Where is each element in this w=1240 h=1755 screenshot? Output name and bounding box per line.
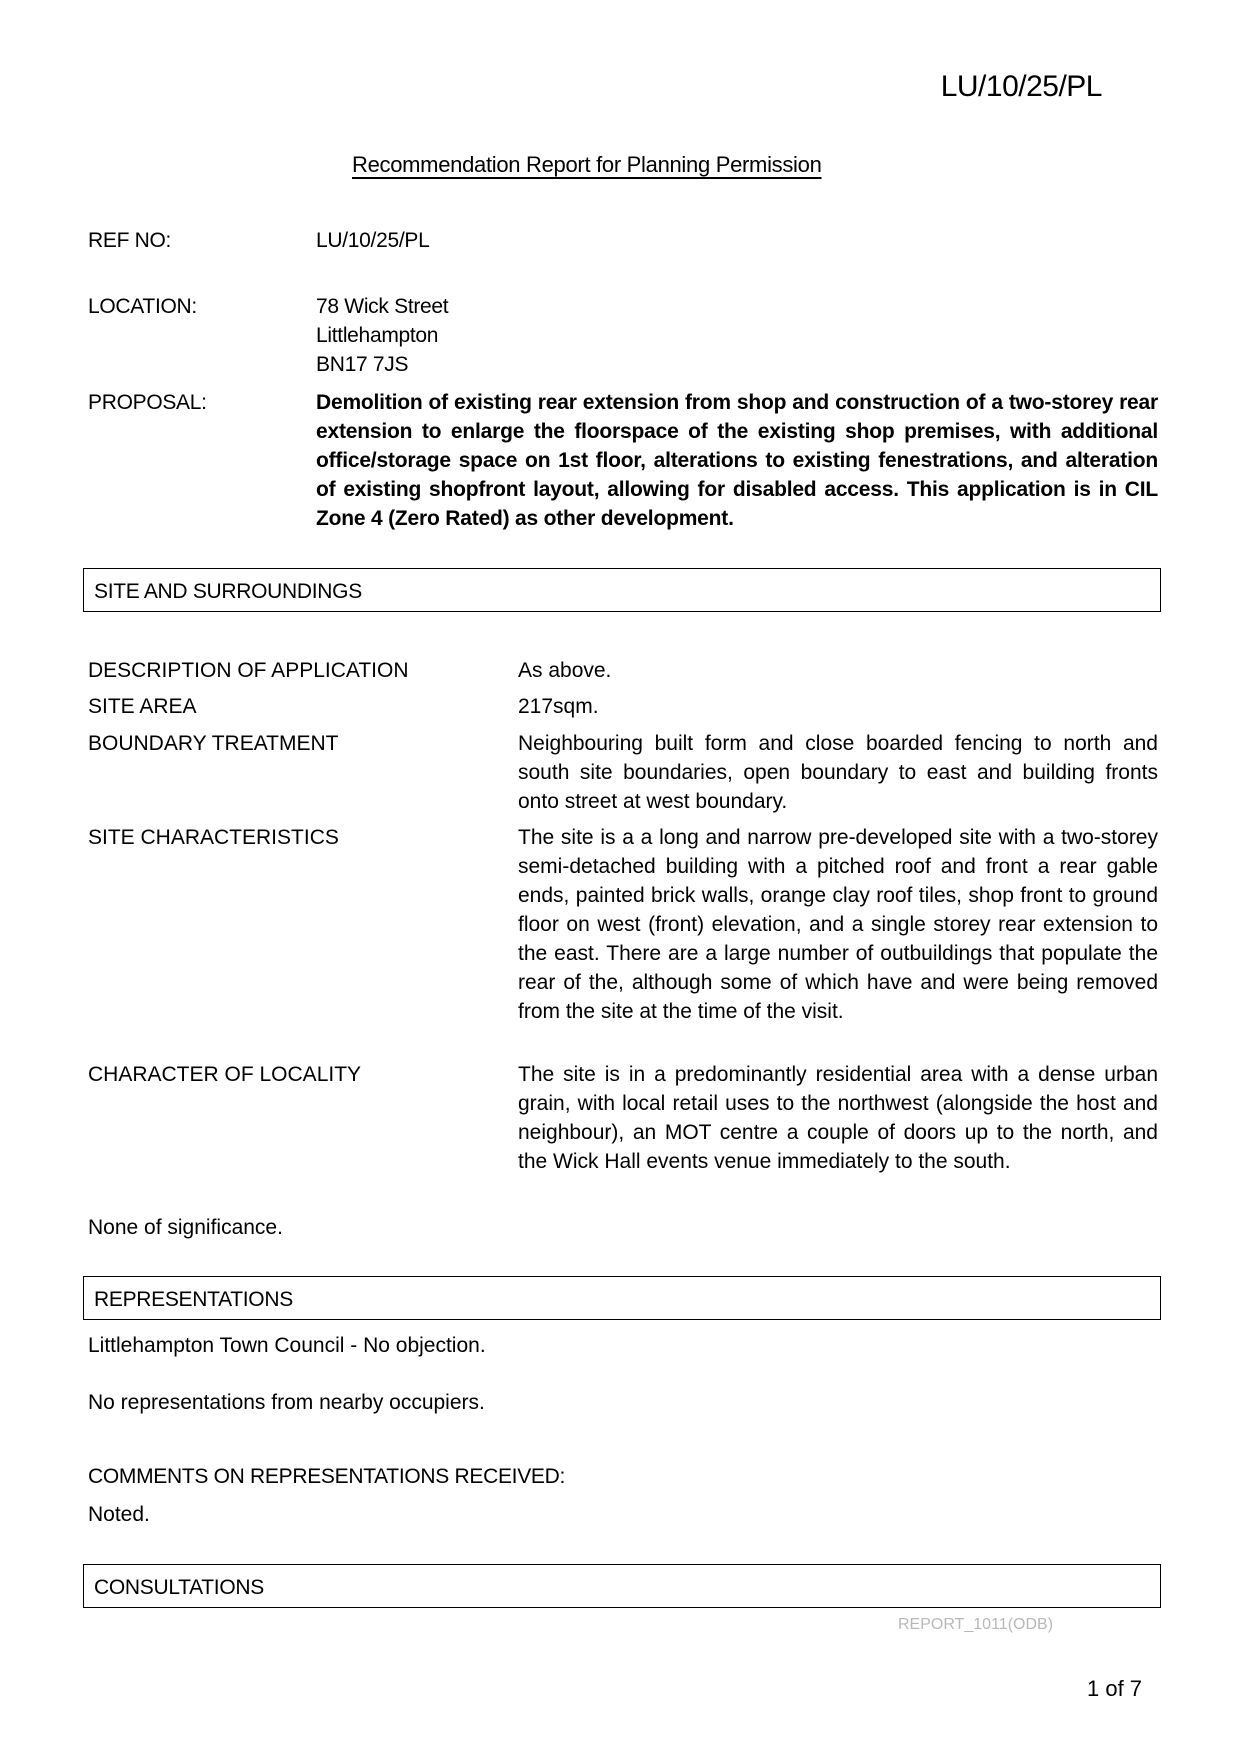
page-title: Recommendation Report for Planning Permission xyxy=(352,152,822,177)
row-label-characteristics: SITE CHARACTERISTICS xyxy=(88,826,339,849)
row-label-description: DESCRIPTION OF APPLICATION xyxy=(88,659,409,682)
location-line: 78 Wick Street xyxy=(316,295,449,318)
row-value-locality: The site is in a predominantly residential area with a dense urban grain, with local retail uses to the northwest (alongside the host and neighbour), an MOT centre a couple of doors up to the north, and the Wick Hall events venue immediately to the south. xyxy=(518,1063,1158,1173)
row-value-description: As above. xyxy=(518,659,612,682)
history-note: None of significance. xyxy=(88,1216,283,1239)
location-label: LOCATION: xyxy=(88,295,197,318)
proposal-text: Demolition of existing rear extension from shop and construction of a two-storey rear extension to enlarge the floorspace of the existing shop premises, with additional office/storage space on 1st floor, alterations to existing fenestrations, and alteration of existing shopfront layout, allowing for disabled access. This application is in CIL Zone 4 (Zero Rated) as other development. xyxy=(316,391,1158,530)
consultations-header xyxy=(83,1564,1161,1608)
row-value-boundary: Neighbouring built form and close boarded fencing to north and south site boundaries, open boundary to east and building fronts onto street at west boundary. xyxy=(518,732,1158,813)
ref-value: LU/10/25/PL xyxy=(316,229,430,252)
ref-label: REF NO: xyxy=(88,229,172,252)
site-section-heading: SITE AND SURROUNDINGS xyxy=(94,580,362,603)
comments-heading: COMMENTS ON REPRESENTATIONS RECEIVED: xyxy=(88,1465,566,1488)
representations-header xyxy=(83,1276,1161,1320)
location-line: BN17 7JS xyxy=(316,353,409,376)
row-value-characteristics: The site is a a long and narrow pre-developed site with a two-storey semi-detached building with a pitched roof and front a rear gable ends, painted brick walls, orange clay roof tiles, shop front to ground floor on west (front) elevation, and a single storey rear extension to the east. There are a large number of outbuildings that populate the rear of the, although some of which have and were being removed from the site at the time of the visit. xyxy=(518,826,1158,1023)
proposal-label: PROPOSAL: xyxy=(88,391,207,414)
consultations-heading: CONSULTATIONS xyxy=(94,1576,264,1599)
location-address xyxy=(316,292,448,379)
site-section-header xyxy=(83,568,1161,612)
report-code: REPORT_1011(ODB) xyxy=(898,1616,1054,1633)
row-label-site-area: SITE AREA xyxy=(88,695,197,718)
representations-heading: REPRESENTATIONS xyxy=(94,1288,293,1311)
representation-occupiers: No representations from nearby occupiers. xyxy=(88,1391,485,1414)
page-number: 1 of 7 xyxy=(1087,1676,1143,1701)
row-label-boundary: BOUNDARY TREATMENT xyxy=(88,732,339,755)
representation-council: Littlehampton Town Council - No objection. xyxy=(88,1334,486,1357)
header-reference: LU/10/25/PL xyxy=(940,70,1102,103)
comments-text: Noted. xyxy=(88,1503,150,1526)
row-label-locality: CHARACTER OF LOCALITY xyxy=(88,1063,362,1086)
location-line: Littlehampton xyxy=(316,324,439,347)
row-value-site-area: 217sqm. xyxy=(518,695,599,718)
